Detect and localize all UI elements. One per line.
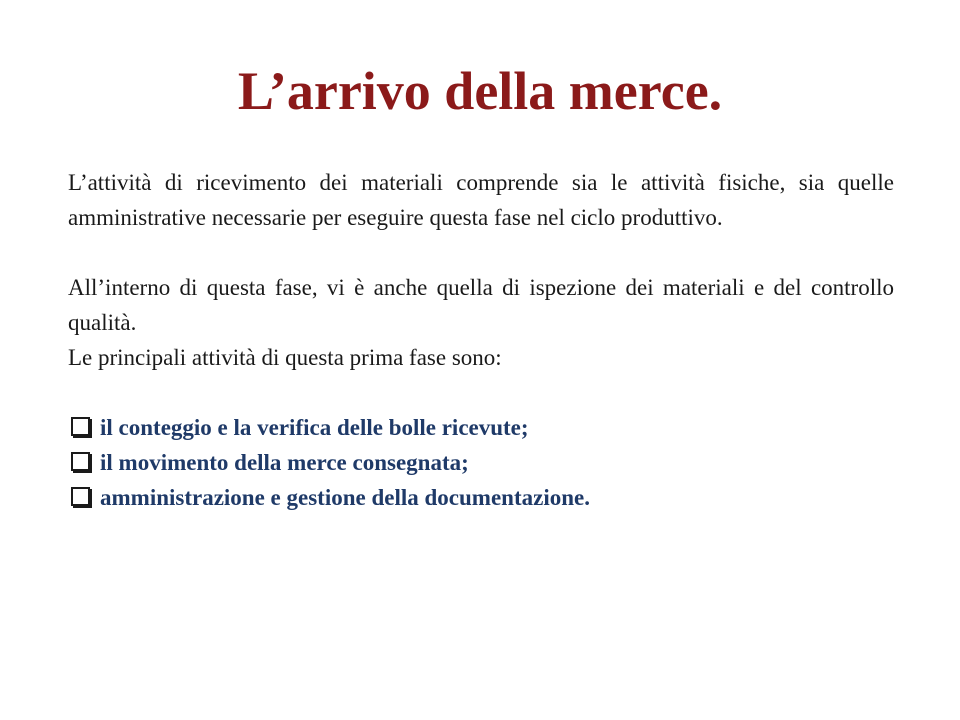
list-spacer [68,375,894,410]
list-item [68,480,894,515]
list-item [68,410,894,445]
checkbox-square-icon [71,487,90,506]
slide-body [68,165,894,515]
paragraph-activities-lead: Le principali attività di questa prima fase sono: [68,345,502,370]
checkbox-square-icon [71,452,90,471]
list-item-text: amministrazione e gestione della documentazione. [100,485,590,510]
paragraph-inspection: All’interno di questa fase, vi è anche quella di ispezione dei materiali e del controllo qualità. [68,275,894,335]
list-item-text: il movimento della merce consegnata; [100,450,469,475]
list-item [68,445,894,480]
paragraph-spacer [68,235,894,270]
activities-list [68,410,894,515]
paragraph-intro: L’attività di ricevimento dei materiali comprende sia le attività fisiche, sia quelle amministrative necessarie per eseguire questa fase nel ciclo produttivo. [68,170,894,230]
list-item-text: il conteggio e la verifica delle bolle ricevute; [100,415,529,440]
checkbox-square-icon [71,417,90,436]
slide-title: L’arrivo della merce. [237,61,723,121]
